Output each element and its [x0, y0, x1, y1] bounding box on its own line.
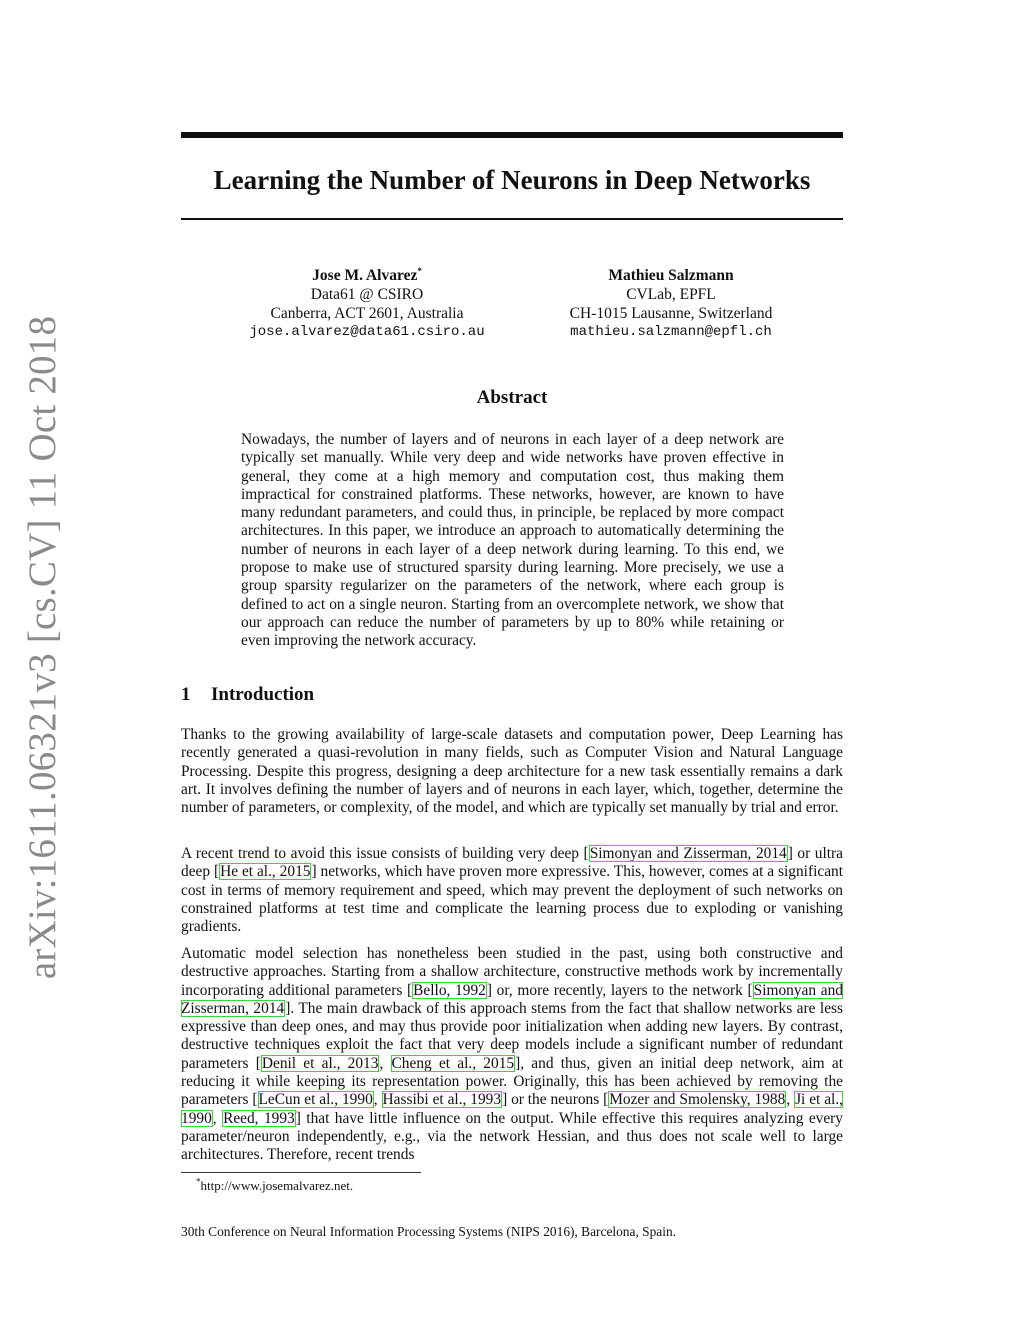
intro-paragraph-3: Automatic model selection has nonetheless been studied in the past, using both constructive and destructive approaches. Starting from a shallow architecture, constructive methods work by incrementally incorporating additional parameters [Bello, 1992] or, more recently, layers to the network [Simonyan and Zisserman, 2014]. The main drawback of this approach stems from the fact that shallow networks are less expressive than deep ones, and may thus provide poor initialization when adding new layers. By contrast, destructive techniques exploit the fact that very deep models include a significant number of redundant parameters [Denil et al., 2013, Cheng et al., 2015], and thus, given an initial deep network, aim at reducing it while keeping its representation power. Originally, this has been achieved by removing the parameters [LeCun et al., 1990, Hassibi et al., 1993] or the neurons [Mozer and Smolensky, 1988, Ji et al., 1990, Reed, 1993] that have little influence on the output. While effective this requires analyzing every parameter/neuron independently, e.g., via the network Hessian, and thus does not scale well to large architectures. Therefore, recent trends: [181, 945, 844, 1164]
intro-paragraph-1: Thanks to the growing availability of large-scale datasets and computation power, Deep Learning has recently generated a quasi-revolution in many fields, such as Computer Vision and Natural Language Processing. Despite this progress, designing a deep architecture for a new task essentially remains a dark art. It involves defining the number of layers and of neurons in each layer, which, together, determine the number of parameters, or complexity, of the model, and which are typically set manually by trial and error.: [181, 726, 843, 817]
citation-link[interactable]: Ji et al., 1990: [181, 1091, 844, 1127]
section-number: 1: [181, 684, 191, 705]
author-name: Jose M. Alvarez*: [312, 265, 422, 284]
citation-link[interactable]: Bello, 1992: [413, 981, 486, 999]
intro-paragraph-2: A recent trend to avoid this issue consists of building very deep [Simonyan and Zisserman, 2014] or ultra deep [He et al., 2015] networks, which have proven more expressive. This, however, comes at a significant cost in terms of memory requirement and speed, which may prevent the deployment of such networks on constrained platforms at test time and complicate the learning process due to exploding or vanishing gradients.: [181, 845, 843, 936]
footnote: [196, 1178, 353, 1194]
arxiv-identifier: arXiv:1611.06321v3 [cs.CV] 11 Oct 2018: [21, 315, 65, 979]
citation-link[interactable]: LeCun et al., 1990: [258, 1091, 373, 1109]
title-top-rule: [181, 132, 843, 138]
footnote-rule: [181, 1172, 421, 1173]
citation-link[interactable]: Simonyan and Zisserman, 2014: [589, 845, 787, 862]
abstract-heading: Abstract: [476, 387, 548, 408]
arxiv-side-stamp: [14, 315, 72, 979]
title-bottom-rule: [181, 218, 843, 220]
venue-note: 30th Conference on Neural Information Processing Systems (NIPS 2016), Barcelona, Spain.: [181, 1224, 676, 1239]
author-email: jose.alvarez@data61.csiro.au: [249, 324, 485, 340]
abstract-text: Nowadays, the number of layers and of neurons in each layer of a deep network are typically set manually. While very deep and wide networks have proven effective in general, they come at a high memory and computation cost, thus making them impractical for constrained platforms. These networks, however, are known to have many redundant parameters, and could thus, in principle, be replaced by more compact architectures. In this paper, we introduce an approach to automatically determining the number of neurons in each layer of a deep network during learning. To this end, we propose to make use of structured sparsity during learning. More precisely, we use a group sparsity regularizer on the parameters of the network, where each group is defined to act on a single neuron. Starting from an overcomplete network, we show that our approach can reduce the number of parameters by up to 80% while retaining or even improving the network accuracy.: [241, 431, 784, 650]
citation-link[interactable]: He et al., 2015: [220, 863, 311, 881]
author-affiliation: CVLab, EPFL: [626, 286, 716, 303]
section-heading: [181, 684, 314, 706]
paper-title: Learning the Number of Neurons in Deep Networks: [213, 165, 811, 195]
author-name: Mathieu Salzmann: [608, 267, 734, 284]
citation-link[interactable]: Mozer and Smolensky, 1988: [609, 1091, 786, 1109]
footnote-mark: *: [417, 265, 422, 276]
author-affiliation: Data61 @ CSIRO: [310, 286, 424, 303]
author-block-1: [217, 266, 517, 342]
citation-link[interactable]: Hassibi et al., 1993: [382, 1091, 502, 1109]
section-title: Introduction: [211, 684, 315, 705]
author-address: Canberra, ACT 2601, Australia: [270, 305, 464, 322]
footnote-url-link[interactable]: http://www.josemalvarez.net.: [200, 1178, 354, 1193]
footnote-mark: *: [196, 1176, 201, 1187]
citation-link[interactable]: Simonyan and Zisserman, 2014: [181, 981, 843, 1017]
author-email: mathieu.salzmann@epfl.ch: [570, 324, 772, 340]
citation-link[interactable]: Reed, 1993: [223, 1109, 295, 1127]
author-address: CH-1015 Lausanne, Switzerland: [569, 305, 773, 322]
author-block-2: [521, 266, 821, 342]
citation-link[interactable]: Denil et al., 2013: [261, 1054, 379, 1072]
citation-link[interactable]: Cheng et al., 2015: [391, 1054, 515, 1072]
